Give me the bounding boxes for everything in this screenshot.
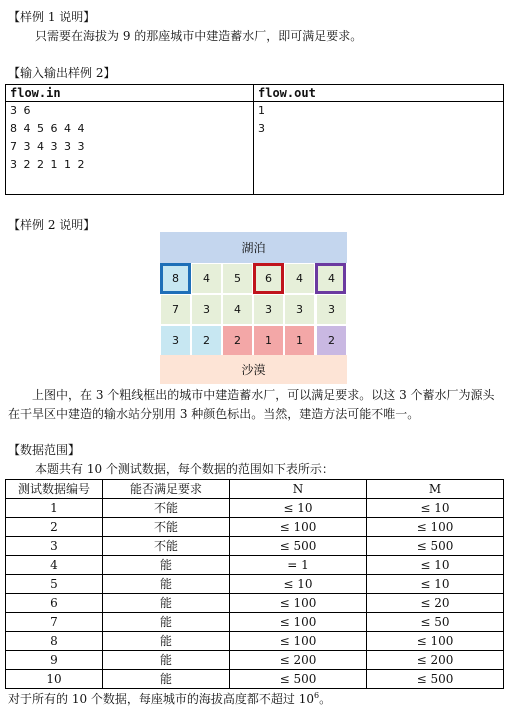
data-range-heading: 【数据范围】 [8,443,81,457]
test-id-cell: 9 [6,651,103,670]
io-table [5,84,504,195]
table-row [6,632,504,651]
city-cell: 2 [222,325,253,356]
m-range-cell: ≤ 50 [367,613,504,632]
satisfiable-cell: 能 [103,632,230,651]
n-range-cell: ≤ 200 [230,651,367,670]
city-cell: 3 [253,294,284,325]
input-line: 8 4 5 6 4 4 [10,122,85,135]
test-id-cell: 6 [6,594,103,613]
table-row [6,518,504,537]
n-range-cell: ≤ 100 [230,594,367,613]
table-row [6,594,504,613]
n-range-cell: ≤ 10 [230,499,367,518]
satisfiable-cell: 不能 [103,537,230,556]
column-header: 测试数据编号 [6,480,103,499]
m-range-cell: ≤ 500 [367,537,504,556]
table-row [6,651,504,670]
satisfiable-cell: 能 [103,575,230,594]
lake-band: 湖泊 [160,232,347,263]
satisfiable-cell: 不能 [103,499,230,518]
n-range-cell: ≤ 100 [230,613,367,632]
m-range-cell: ≤ 100 [367,632,504,651]
n-range-cell: ≤ 10 [230,575,367,594]
data-range-footer [8,686,331,709]
footer-suffix: 。 [319,692,332,706]
data-range-intro: 本题共有 10 个测试数据，每个数据的范围如下表所示： [35,462,334,476]
city-cell: 3 [316,294,347,325]
n-range-cell: ≤ 100 [230,518,367,537]
output-line: 3 [258,122,265,135]
example1-heading: 【样例 1 说明】 [8,10,96,24]
input-line: 3 2 2 1 1 2 [10,158,85,171]
n-range-cell: ≤ 500 [230,537,367,556]
output-content [254,102,504,195]
satisfiable-cell: 不能 [103,518,230,537]
input-content [6,102,254,195]
desert-band: 沙漠 [160,355,347,384]
satisfiable-cell: 能 [103,670,230,689]
city-cell: 6 [253,263,284,294]
footer-text: 对于所有的 10 个数据，每座城市的海拔高度都不超过 10 [8,692,314,706]
satisfiable-cell: 能 [103,651,230,670]
grid-diagram [160,232,347,384]
example2-text: 上图中，在 3 个粗线框出的城市中建造蓄水厂，可以满足要求。以这 3 个蓄水厂为源头在干旱区中建造的输水站分别用 3 种颜色标出。当然，建造方法可能不唯一。 [8,388,495,421]
input-line: 3 6 [10,104,31,117]
data-range-table [5,479,504,689]
m-range-cell: ≤ 10 [367,575,504,594]
output-line: 1 [258,104,265,117]
m-range-cell: ≤ 200 [367,651,504,670]
column-header: 能否满足要求 [103,480,230,499]
test-id-cell: 3 [6,537,103,556]
test-id-cell: 2 [6,518,103,537]
table-row [6,499,504,518]
city-cell: 4 [316,263,347,294]
io-example2-heading: 【输入输出样例 2】 [8,66,116,80]
city-cell: 7 [160,294,191,325]
n-range-cell: ≤ 100 [230,632,367,651]
n-range-cell: ≤ 500 [230,670,367,689]
satisfiable-cell: 能 [103,594,230,613]
satisfiable-cell: 能 [103,556,230,575]
test-id-cell: 7 [6,613,103,632]
city-cell: 8 [160,263,191,294]
city-cell: 3 [191,294,222,325]
table-row [6,575,504,594]
city-cell: 4 [284,263,315,294]
city-cell: 1 [284,325,315,356]
output-file-name: flow.out [254,85,504,102]
city-cell: 3 [284,294,315,325]
city-cell: 4 [222,294,253,325]
m-range-cell: ≤ 500 [367,670,504,689]
city-cell: 4 [191,263,222,294]
data-range-body [6,499,504,689]
city-cell: 1 [253,325,284,356]
example1-text: 只需要在海拔为 9 的那座城市中建造蓄水厂，即可满足要求。 [35,29,363,43]
city-cell: 2 [191,325,222,356]
input-file-name: flow.in [6,85,254,102]
m-range-cell: ≤ 100 [367,518,504,537]
table-row [6,537,504,556]
satisfiable-cell: 能 [103,613,230,632]
test-id-cell: 10 [6,670,103,689]
input-line: 7 3 4 3 3 3 [10,140,85,153]
m-range-cell: ≤ 10 [367,499,504,518]
test-id-cell: 8 [6,632,103,651]
table-row [6,613,504,632]
column-header: N [230,480,367,499]
city-cell: 5 [222,263,253,294]
test-id-cell: 5 [6,575,103,594]
test-id-cell: 4 [6,556,103,575]
footer-exponent: 6 [314,691,320,700]
city-cell: 3 [160,325,191,356]
test-id-cell: 1 [6,499,103,518]
example2-heading: 【样例 2 说明】 [8,218,96,232]
column-header: M [367,480,504,499]
table-row [6,556,504,575]
m-range-cell: ≤ 20 [367,594,504,613]
city-cell: 2 [316,325,347,356]
n-range-cell: = 1 [230,556,367,575]
m-range-cell: ≤ 10 [367,556,504,575]
